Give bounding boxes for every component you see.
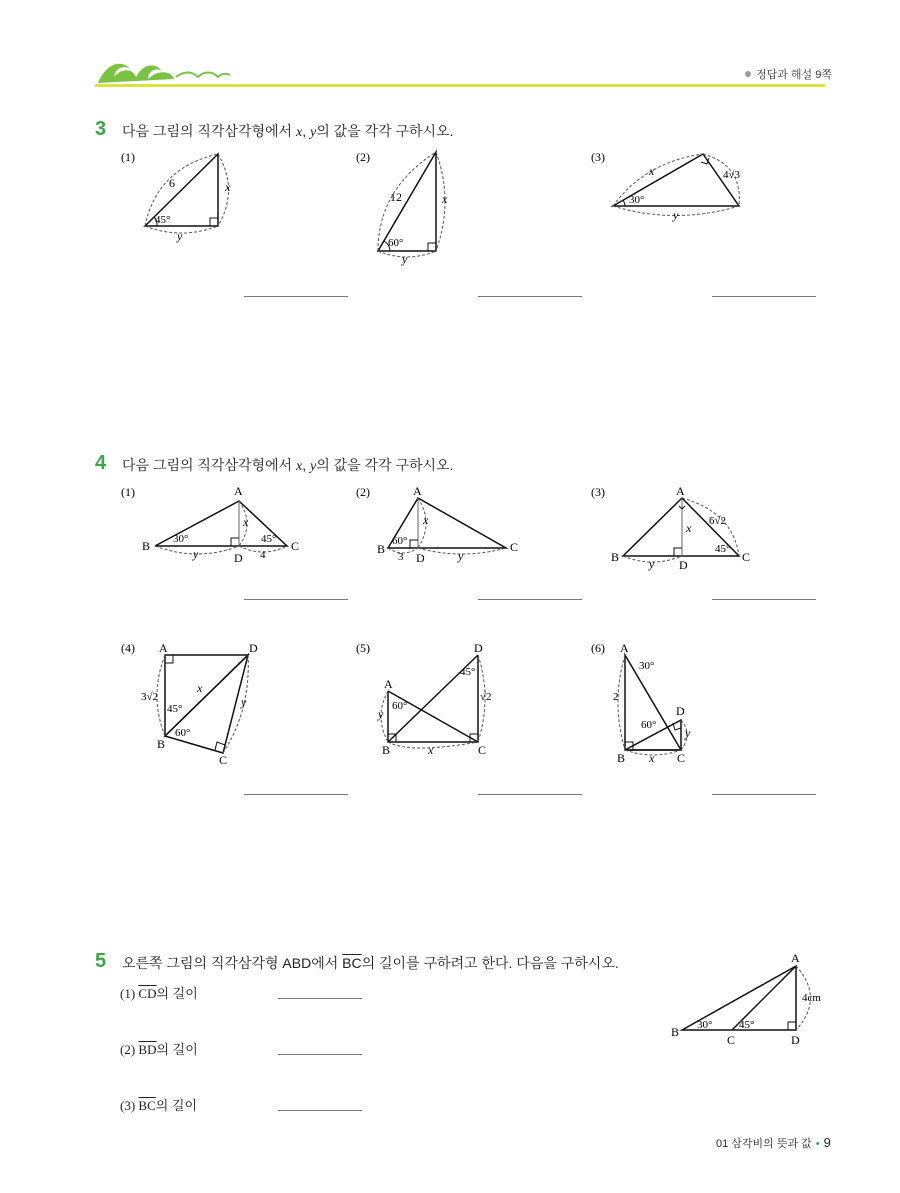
svg-text:x: x — [649, 751, 655, 765]
svg-text:D: D — [234, 551, 243, 565]
svg-text:A: A — [413, 484, 422, 498]
figure-label: (1) — [121, 485, 135, 499]
header-rule — [95, 84, 825, 87]
svg-text:x: x — [686, 521, 692, 535]
figure-label: (6) — [591, 641, 605, 655]
svg-text:B: B — [671, 1025, 680, 1039]
svg-text:y: y — [241, 695, 247, 709]
answer-blank[interactable] — [244, 794, 348, 795]
triangle-figure — [350, 480, 530, 570]
figure-label: (2) — [356, 150, 370, 164]
svg-text:45°: 45° — [739, 1019, 755, 1031]
svg-text:C: C — [742, 550, 751, 564]
svg-text:3√2: 3√2 — [141, 691, 159, 703]
svg-text:60°: 60° — [175, 727, 191, 739]
svg-text:y: y — [402, 252, 408, 266]
svg-text:y: y — [458, 549, 464, 563]
answer-blank[interactable] — [478, 296, 582, 297]
svg-text:2: 2 — [613, 691, 619, 703]
triangle-figure — [115, 638, 265, 770]
svg-text:60°: 60° — [392, 700, 408, 712]
svg-text:D: D — [249, 641, 258, 655]
sub-question: (3) $\overline{BC}$의 길이 — [120, 1098, 198, 1113]
svg-text:C: C — [677, 751, 686, 765]
svg-text:A: A — [791, 951, 800, 965]
question-text: 다음 그림의 직각삼각형에서 x, y의 값을 각각 구하시오. — [122, 123, 454, 140]
svg-text:x: x — [649, 164, 655, 178]
question-text: 다음 그림의 직각삼각형에서 x, y의 값을 각각 구하시오. — [122, 457, 454, 474]
figure-label: (1) — [121, 150, 135, 164]
svg-text:B: B — [157, 737, 166, 751]
svg-text:B: B — [611, 550, 620, 564]
answer-blank[interactable] — [712, 599, 816, 600]
svg-text:y: y — [673, 208, 679, 222]
svg-text:30°: 30° — [697, 1019, 713, 1031]
svg-text:√2: √2 — [480, 691, 492, 703]
svg-text:x: x — [428, 743, 434, 757]
svg-text:4√3: 4√3 — [723, 169, 741, 181]
svg-text:D: D — [416, 551, 425, 565]
svg-text:A: A — [159, 641, 168, 655]
svg-text:C: C — [291, 539, 300, 553]
bullet-icon: • — [815, 1138, 820, 1150]
svg-text:y: y — [193, 547, 199, 561]
svg-text:3: 3 — [398, 551, 404, 563]
svg-text:60°: 60° — [392, 535, 408, 547]
page-footer — [716, 1135, 831, 1151]
figure-label: (3) — [591, 485, 605, 499]
answer-blank[interactable] — [244, 599, 348, 600]
svg-text:C: C — [510, 540, 519, 554]
triangle-figure — [665, 948, 830, 1048]
svg-text:C: C — [727, 1033, 736, 1047]
triangle-figure — [585, 480, 765, 575]
triangle-figure — [585, 145, 765, 225]
question-text: 오른쪽 그림의 직각삼각형 ABD에서 $\overline{BC}$의 길이를 구하려고 한다. 다음을 구하시오. — [122, 955, 619, 971]
answer-reference: 정답과 해설 9쪽 — [745, 66, 832, 82]
figure-label: (2) — [356, 485, 370, 499]
svg-text:C: C — [219, 753, 228, 767]
triangle-figure — [115, 145, 255, 245]
figure-label: (4) — [121, 641, 135, 655]
svg-text:30°: 30° — [629, 194, 645, 206]
svg-text:y: y — [378, 707, 384, 721]
svg-text:A: A — [234, 484, 243, 498]
svg-text:B: B — [142, 539, 151, 553]
svg-text:y: y — [177, 229, 183, 243]
svg-text:x: x — [243, 515, 249, 529]
svg-text:y: y — [649, 557, 655, 571]
series-logo — [92, 55, 232, 94]
svg-text:12: 12 — [390, 190, 402, 204]
svg-text:C: C — [478, 743, 487, 757]
svg-text:A: A — [620, 641, 629, 655]
svg-text:x: x — [423, 513, 429, 527]
svg-text:45°: 45° — [715, 543, 731, 555]
svg-text:60°: 60° — [388, 237, 404, 249]
answer-blank[interactable] — [478, 599, 582, 600]
triangle-figure — [115, 480, 310, 570]
answer-blank[interactable] — [244, 296, 348, 297]
page-number: 9 — [823, 1135, 831, 1150]
answer-blank[interactable] — [278, 1110, 362, 1111]
question-number: 3 — [95, 118, 107, 140]
svg-text:B: B — [617, 751, 626, 765]
figure-label: (5) — [356, 641, 370, 655]
answer-blank[interactable] — [712, 794, 816, 795]
svg-text:D: D — [679, 558, 688, 572]
chapter-title: 01 삼각비의 뜻과 값 — [716, 1138, 812, 1150]
svg-text:B: B — [382, 743, 391, 757]
answer-blank[interactable] — [278, 1054, 362, 1055]
svg-text:D: D — [791, 1033, 800, 1047]
bullet-icon — [745, 71, 751, 77]
svg-text:4cm: 4cm — [802, 992, 821, 1004]
question-number: 4 — [95, 452, 107, 474]
svg-text:x: x — [225, 180, 231, 194]
svg-text:6√2: 6√2 — [709, 515, 727, 527]
svg-text:y: y — [685, 726, 691, 740]
answer-blank[interactable] — [278, 998, 362, 999]
svg-text:A: A — [676, 484, 685, 498]
figure-label: (3) — [591, 150, 605, 164]
svg-text:45°: 45° — [261, 533, 277, 545]
svg-text:A: A — [384, 677, 393, 691]
svg-text:D: D — [474, 641, 483, 655]
svg-text:45°: 45° — [155, 214, 171, 226]
svg-text:30°: 30° — [639, 660, 655, 672]
svg-text:45°: 45° — [167, 703, 183, 715]
svg-text:60°: 60° — [641, 719, 657, 731]
answer-blank[interactable] — [712, 296, 816, 297]
svg-text:4: 4 — [260, 549, 266, 561]
sub-question: (2) $\overline{BD}$의 길이 — [120, 1042, 198, 1057]
svg-text:x: x — [442, 192, 448, 206]
svg-text:45°: 45° — [460, 666, 476, 678]
svg-text:6: 6 — [169, 176, 175, 190]
triangle-figure — [350, 638, 500, 760]
svg-text:B: B — [377, 542, 386, 556]
svg-text:x: x — [197, 681, 203, 695]
triangle-figure — [585, 638, 715, 768]
triangle-figure — [350, 145, 460, 270]
svg-text:30°: 30° — [173, 533, 189, 545]
question-number: 5 — [95, 950, 107, 972]
sub-question: (1) $\overline{CD}$의 길이 — [120, 986, 198, 1001]
svg-text:D: D — [676, 704, 685, 718]
answer-blank[interactable] — [478, 794, 582, 795]
